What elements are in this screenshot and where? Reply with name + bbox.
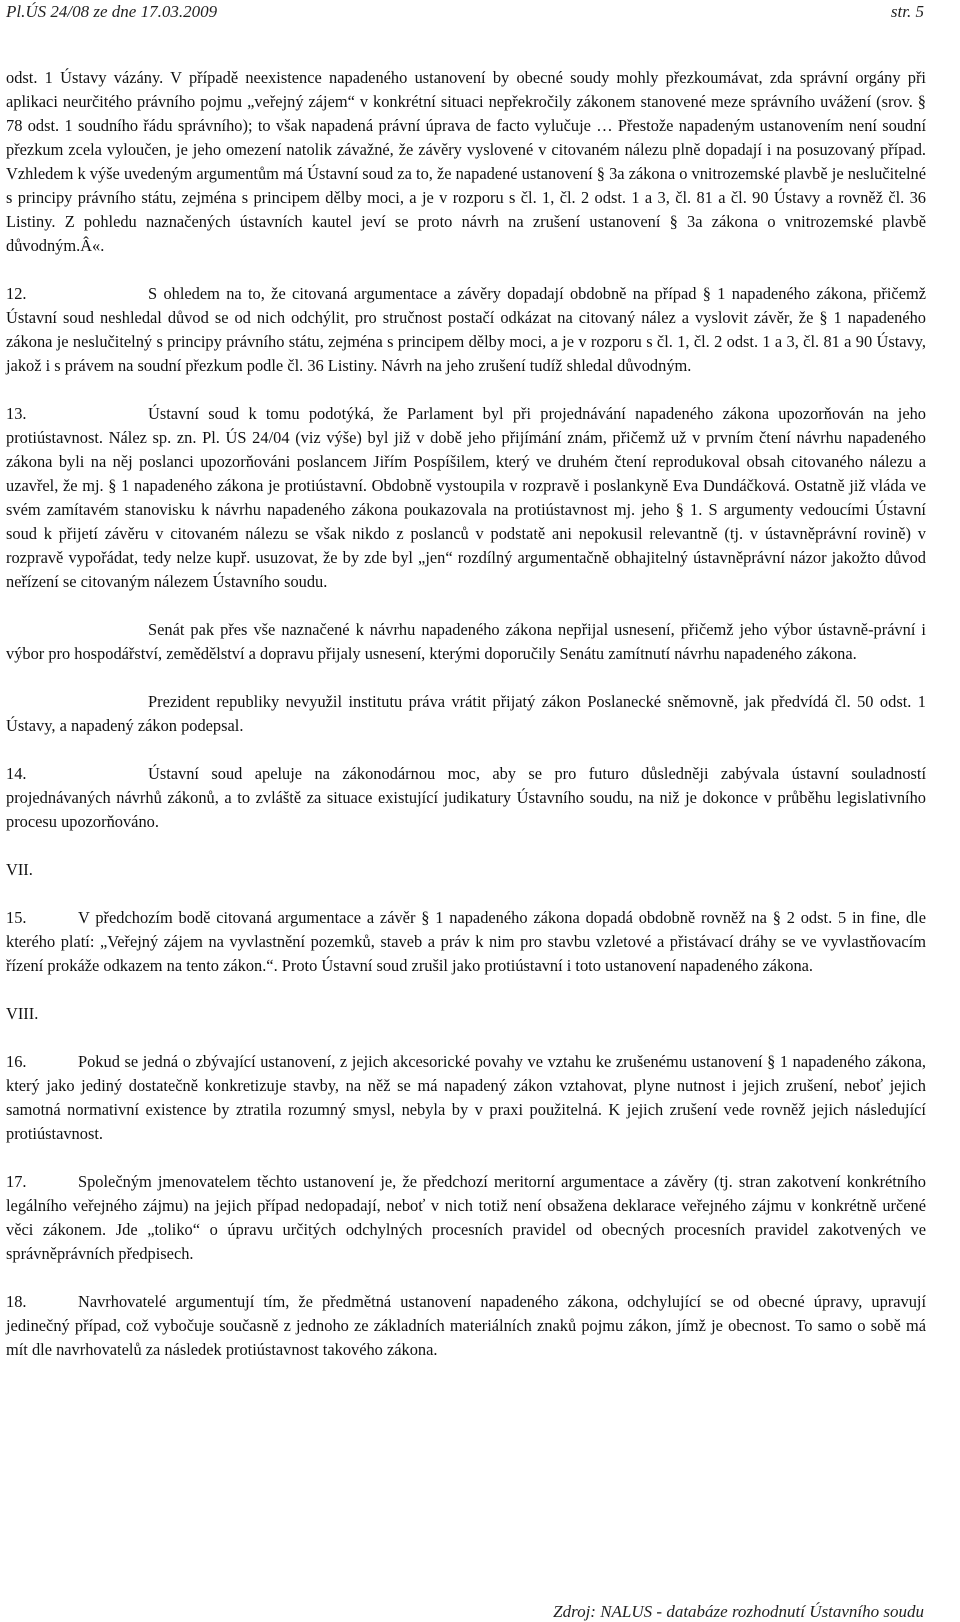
paragraph-number: 15. <box>6 908 27 927</box>
page-footer-source: Zdroj: NALUS - databáze rozhodnutí Ústavního soudu <box>553 1602 924 1621</box>
section-heading-text: VIII. <box>6 1004 39 1023</box>
paragraph-text: Ústavní soud apeluje na zákonodárnou moc, aby se pro futuro důsledněji zabývala ústavní souladností projednávaných návrhů zákonů, a to zvláště za situace existující judikatury Ústavního soudu, na niž je dokonce v průběhu legislativního procesu upozorňováno. <box>6 764 926 831</box>
section-heading-vii <box>6 858 926 882</box>
paragraph-18 <box>6 1290 926 1362</box>
paragraph-14 <box>6 762 926 834</box>
paragraph-text: Navrhovatelé argumentují tím, že předmětná ustanovení napadeného zákona, odchylující se od obecné úpravy, upravují jedinečný případ, což vybočuje současně z jednoho ze základních materiálních znaků pojmu zákon, jímž je obecnost. To samo o sobě má mít dle navrhovatelů za následek protiústavnost takového zákona. <box>6 1292 926 1359</box>
paragraph-text: V předchozím bodě citovaná argumentace a závěr § 1 napadeného zákona dopadá obdobně rovněž na § 2 odst. 5 in fine, dle kterého platí: „Veřejný zájem na vyvlastnění pozemků, staveb a práv k nim pro stavbu vzletové a přistávací dráhy se ve vyvlastňovacím řízení prokáže odkazem na tento zákon.“. Proto Ústavní soud zrušil jako protiústavní i toto ustanovení napadeného zákona. <box>6 908 926 975</box>
paragraph-text: odst. 1 Ústavy vázány. V případě neexistence napadeného ustanovení by obecné soudy mohly přezkoumávat, zda správní orgány při aplikaci neurčitého právního pojmu „veřejný zájem“ v konkrétní situaci nepřekročily zákonem stanovené meze správního uvážení (srov. § 78 odst. 1 soudního řádu správního); to však napadená právní úprava de facto vylučuje … Přestože napadeným ustanovením není soudní přezkum zcela vyloučen, je jeho omezení natolik závažné, že závěry vyslovené v citovaném nálezu plně dopadají i na posuzovaný případ. Vzhledem k výše uvedeným argumentům má Ústavní soud za to, že napadené ustanovení § 3a zákona o vnitrozemské plavbě je neslučitelné s principy právního státu, zejména s principem dělby moci, a je v rozporu s čl. 1, čl. 2 odst. 1 a 3, čl. 81 a čl. 90 Ústavy a rovněž čl. 36 Listiny. Z pohledu naznačených ústavních kautel jeví se proto návrh na zrušení ustanovení § 3a zákona o vnitrozemské plavbě důvodným.Â«. <box>6 68 926 255</box>
paragraph-13 <box>6 402 926 594</box>
paragraph-text: Společným jmenovatelem těchto ustanovení je, že předchozí meritorní argumentace a závěry (tj. stran zakotvení konkrétního legálního veřejného zájmu) na jejich případ nedopadají, neboť v nich totiž není obsažena deklarace veřejného zájmu v konkrétně určené věci zákonem. Jde „toliko“ o úpravu určitých odchylných procesních pravidel od obecných procesních pravidel zakotvených ve správněprávních předpisech. <box>6 1172 926 1263</box>
paragraph-prezident <box>6 690 926 738</box>
header-case-reference: Pl.ÚS 24/08 ze dne 17.03.2009 <box>6 2 218 21</box>
paragraph-number: 18. <box>6 1292 27 1311</box>
paragraph-number: 12. <box>6 284 27 303</box>
paragraph-continuation <box>6 66 926 258</box>
paragraph-text: Senát pak přes vše naznačené k návrhu napadeného zákona nepřijal usnesení, přičemž jeho výbor ústavně-právní i výbor pro hospodářství, zemědělství a dopravu přijaly usnesení, kterými doporučily Senátu zamítnutí návrhu napadeného zákona. <box>6 620 926 663</box>
paragraph-number: 16. <box>6 1052 27 1071</box>
paragraph-text: Pokud se jedná o zbývající ustanovení, z jejich akcesorické povahy ve vztahu ke zrušenému ustanovení § 1 napadeného zákona, který jako jediný dostatečně konkretizuje stavby, na něž se má napadený zákon vztahovat, plyne nutnost i jejich zrušení, neboť jejich samotná normativní existence by ztratila rozumný smysl, nebyla by v praxi použitelná. K jejich zrušení vede rovněž jejich následující protiústavnost. <box>6 1052 926 1143</box>
paragraph-12 <box>6 282 926 378</box>
paragraph-17 <box>6 1170 926 1266</box>
paragraph-number: 13. <box>6 404 27 423</box>
paragraph-text: Prezident republiky nevyužil institutu práva vrátit přijatý zákon Poslanecké sněmovně, jak předvídá čl. 50 odst. 1 Ústavy, a napadený zákon podepsal. <box>6 692 926 735</box>
paragraph-number: 14. <box>6 764 27 783</box>
paragraph-text: Ústavní soud k tomu podotýká, že Parlament byl při projednávání napadeného zákona upozorňován na jeho protiústavnost. Nález sp. zn. Pl. ÚS 24/04 (viz výše) byl již v době jeho přijímání znám, přičemž už v prvním čtení návrhu napadeného zákona byli na něj poslanci upozorňováni poslancem Jiřím Pospíšilem, který ve druhém čtení reprodukoval obsah citovaného nálezu a uzavřel, že mj. § 1 napadeného zákona je protiústavní. Obdobně vystoupila v rozpravě i poslankyně Eva Dundáčková. Ostatně již vláda ve svém zamítavém stanovisku k návrhu napadeného zákona poukazovala na protiústavnost mj. jeho § 1. S argumenty vedoucími Ústavní soud k přijetí závěru v citovaném nálezu se však nikdo z poslanců v podstatě ani nepokusil relevantně (tj. v ústavněprávní rovině) v rozpravě vypořádat, tedy nelze kupř. usuzovat, že by zde byl „jen“ rozdílný argumentačně obhajitelný ústavněprávní názor jakožto důvod neřízení se citovaným nálezem Ústavního soudu. <box>6 404 926 591</box>
section-heading-text: VII. <box>6 860 33 879</box>
paragraph-16 <box>6 1050 926 1146</box>
paragraph-15 <box>6 906 926 978</box>
paragraph-number: 17. <box>6 1172 27 1191</box>
document-body <box>6 66 926 1386</box>
page-header <box>6 2 924 28</box>
paragraph-senat <box>6 618 926 666</box>
paragraph-text: S ohledem na to, že citovaná argumentace a závěry dopadají obdobně na případ § 1 napadeného zákona, přičemž Ústavní soud neshledal důvod se od nich odchýlit, pro stručnost postačí odkázat na citovaný nález a vyslovit závěr, že § 1 napadeného zákona je neslučitelný s principy právního státu, zejména s principem dělby moci, a je v rozporu s čl. 1, čl. 2 odst. 1 a 3, čl. 81 a 90 Ústavy, jakož i s právem na soudní přezkum podle čl. 36 Listiny. Návrh na jeho zrušení tudíž shledal důvodným. <box>6 284 926 375</box>
section-heading-viii <box>6 1002 926 1026</box>
header-page-number: str. 5 <box>890 2 924 21</box>
